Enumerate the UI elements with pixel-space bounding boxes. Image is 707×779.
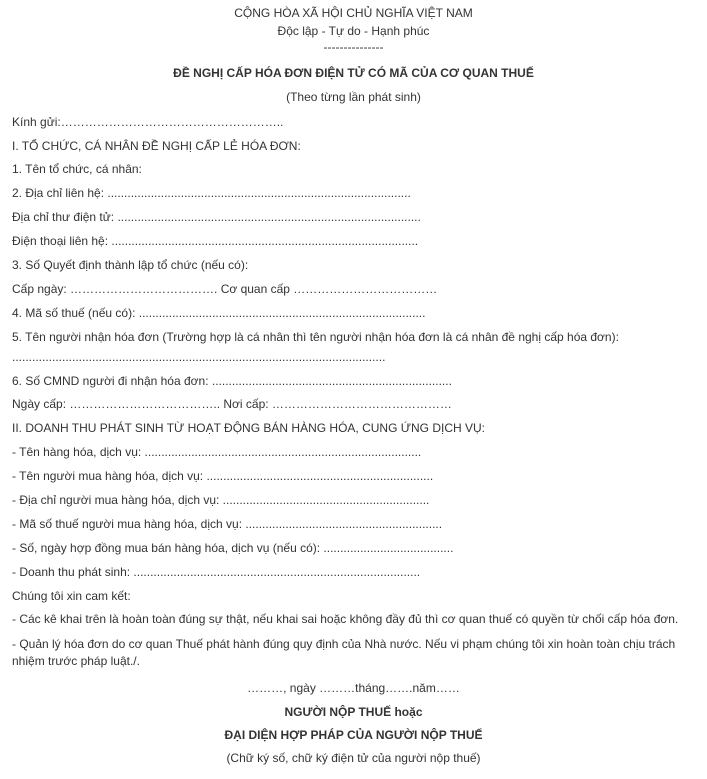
receiver-dots: ................................................................................................................: [12, 350, 386, 364]
buyer-name-field: - Tên người mua hàng hóa, dịch vụ: ....................................................................: [12, 469, 434, 483]
decision-number-field: 3. Số Quyết định thành lập tổ chức (nếu có):: [12, 258, 249, 272]
header-separator: ---------------: [323, 40, 384, 54]
address-field: 2. Địa chỉ liên hệ: ...........................................................................................: [12, 186, 411, 200]
tax-code-field: 4. Mã số thuế (nếu có): ......................................................................................: [12, 306, 426, 320]
commitment-intro: Chúng tôi xin cam kết:: [12, 589, 131, 603]
buyer-address-field: - Địa chỉ người mua hàng hóa, dịch vụ: ..............................................................: [12, 493, 430, 507]
phone-field: Điện thoại liên hệ: ............................................................................................: [12, 234, 419, 248]
issue-date-field: Cấp ngày: ………………………………. Cơ quan cấp ………………………………: [12, 282, 438, 296]
date-line: ………, ngày ………tháng…….năm……: [247, 681, 460, 695]
addressee-line: Kính gửi:………………………………………………..: [12, 115, 284, 129]
representative-label: ĐẠI DIỆN HỢP PHÁP CỦA NGƯỜI NỘP THUẾ: [224, 728, 483, 742]
id-issue-field: Ngày cấp: ……………………………….. Nơi cấp: ………………………………………: [12, 397, 452, 411]
goods-name-field: - Tên hàng hóa, dịch vụ: ...................................................................................: [12, 445, 422, 459]
signature-note: (Chữ ký số, chữ ký điện tử của người nộp thuế): [226, 751, 481, 765]
revenue-field: - Doanh thu phát sinh: ......................................................................................: [12, 565, 421, 579]
document-subtitle: (Theo từng lần phát sinh): [286, 90, 421, 104]
commitment-item-2: - Quản lý hóa đơn do cơ quan Thuế phát hành đúng quy định của Nhà nước. Nếu vi phạm chúng tôi xin hoàn toàn chịu trách nhiệm trước pháp luật./.: [12, 637, 676, 668]
document-title: ĐỀ NGHỊ CẤP HÓA ĐƠN ĐIỆN TỬ CÓ MÃ CỦA CƠ QUAN THUẾ: [173, 66, 534, 80]
national-title: CỘNG HÒA XÃ HỘI CHỦ NGHĨA VIỆT NAM: [234, 6, 473, 20]
commitment-item-1: - Các kê khai trên là hoàn toàn đúng sự thật, nếu khai sai hoặc không đầy đủ thì cơ quan thuế có quyền từ chối cấp hóa đơn.: [12, 612, 679, 626]
org-name-field: 1. Tên tổ chức, cá nhân:: [12, 162, 142, 176]
contract-field: - Số, ngày hợp đồng mua bán hàng hóa, dịch vụ (nếu có): .......................................: [12, 541, 454, 555]
id-card-field: 6. Số CMND người đi nhận hóa đơn: ........................................................................: [12, 374, 452, 388]
taxpayer-label: NGƯỜI NỘP THUẾ hoặc: [284, 705, 423, 719]
buyer-tax-code-field: - Mã số thuế người mua hàng hóa, dịch vụ: ...........................................................: [12, 517, 443, 531]
section2-heading: II. DOANH THU PHÁT SINH TỪ HOẠT ĐỘNG BÁN HÀNG HÓA, CUNG ỨNG DỊCH VỤ:: [12, 421, 485, 435]
motto: Độc lập - Tự do - Hạnh phúc: [277, 24, 430, 38]
section1-heading: I. TỔ CHỨC, CÁ NHÂN ĐỀ NGHỊ CẤP LẺ HÓA ĐƠN:: [12, 139, 301, 153]
receiver-name-field: 5. Tên người nhận hóa đơn (Trường hợp là cá nhân thì tên người nhận hóa đơn là cá nhân đề nghị cấp hóa đơn):: [12, 330, 619, 344]
email-field: Địa chỉ thư điện tử: ...........................................................................................: [12, 210, 421, 224]
